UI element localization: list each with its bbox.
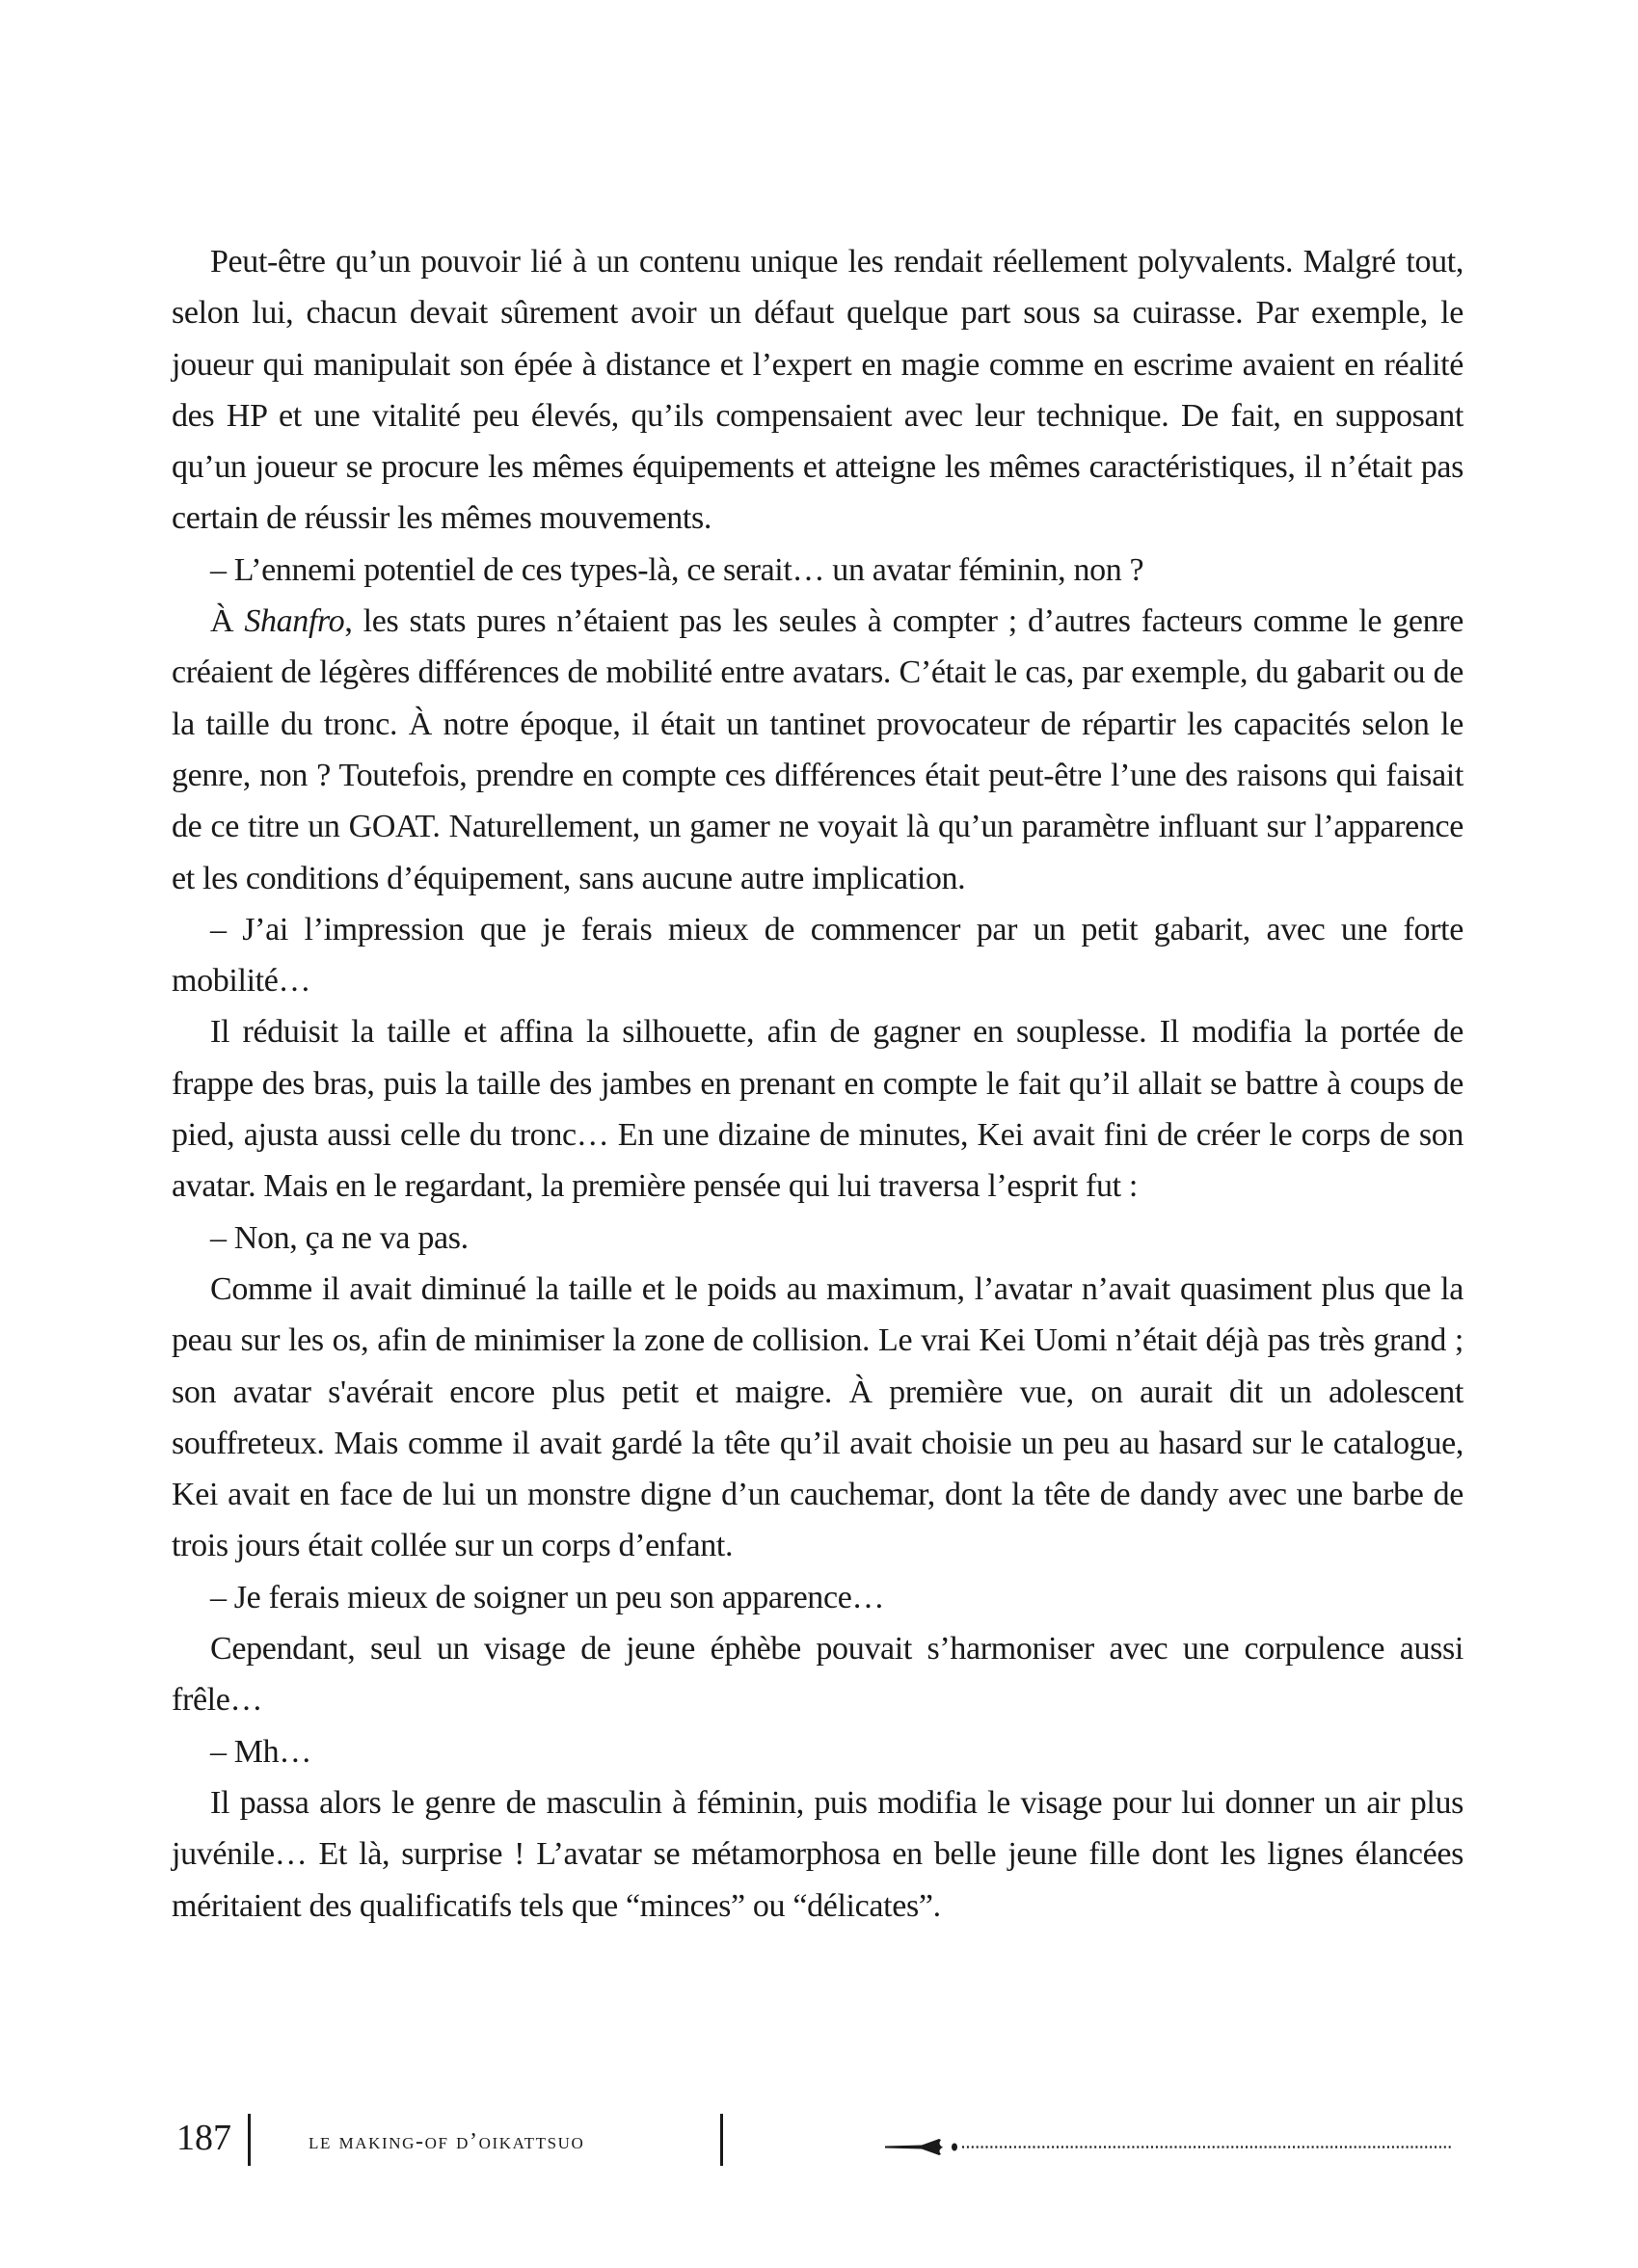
dialogue-line: – Non, ça ne va pas. (210, 1219, 469, 1256)
arrow-left-dotted-rule-icon (883, 2136, 1462, 2159)
dialogue-line: – Je ferais mieux de soigner un peu son apparence… (210, 1579, 885, 1615)
paragraph (172, 596, 1463, 904)
paragraph: Cependant, seul un visage de jeune éphèbe pouvait s’harmoniser avec une corpulence aussi frêle… (172, 1631, 1463, 1719)
paragraph: Peut-être qu’un pouvoir lié à un contenu unique les rendait réellement polyvalents. Malgré tout, selon lui, chacun devait sûrement avoir un défaut quelque part sous sa cuirasse. Par exemple, le joueur qui manipulait son épée à distance et l’expert en magie comme en escrime avaient en réalité des HP et une vitalité peu élevés, qu’ils compensaient avec leur technique. De fait, en supposant qu’un joueur se procure les mêmes équipements et atteigne les mêmes caractéristiques, il n’était pas certain de réussir les mêmes mouvements. (172, 244, 1463, 537)
paragraph-lead: À (210, 603, 245, 640)
dialogue-line: – J’ai l’impression que je ferais mieux de commencer par un petit gabarit, avec une forte mobilité… (172, 911, 1463, 1000)
game-title-italic: Shanfro (244, 603, 345, 640)
body-text (172, 236, 1463, 1932)
page-number: 187 (176, 2118, 231, 2158)
dialogue-line: – L’ennemi potentiel de ces types-là, ce serait… un avatar féminin, non ? (210, 551, 1144, 588)
dialogue-line: – Mh… (210, 1733, 311, 1770)
running-title: le making-of d’oikattsuo (309, 2129, 585, 2154)
page-footer (0, 2111, 1638, 2178)
footer-divider (720, 2114, 723, 2166)
paragraph: Il réduisit la taille et affina la silhouette, afin de gagner en souplesse. Il modifia la portée de frappe des bras, puis la taille des jambes en prenant en compte le fait qu’il allait se battre à coups de pied, ajusta aussi celle du tronc… En une dizaine de minutes, Kei avait fini de créer le corps de son avatar. Mais en le regardant, la première pensée qui lui traversa l’esprit fut : (172, 1014, 1463, 1205)
paragraph-rest: , les stats pures n’étaient pas les seules à compter ; d’autres facteurs comme le genre créaient de légères différences de mobilité entre avatars. C’était le cas, par exemple, du gabarit ou de la taille du tronc. À notre époque, il était un tantinet provocateur de répartir les capacités selon le genre, non ? Toutefois, prendre en compte ces différences était peut-être l’une des raisons qui faisait de ce titre un GOAT. Naturellement, un gamer ne voyait là qu’un paramètre influant sur l’apparence et les conditions d’équipement, sans aucune autre implication. (172, 603, 1463, 896)
paragraph: Il passa alors le genre de masculin à féminin, puis modifia le visage pour lui donner un air plus juvénile… Et là, surprise ! L’avatar se métamorphosa en belle jeune fille dont les lignes élancées méritaient des qualificatifs tels que “minces” ou “délicates”. (172, 1784, 1463, 1924)
footer-divider (248, 2114, 251, 2166)
paragraph: Comme il avait diminué la taille et le poids au maximum, l’avatar n’avait quasiment plus que la peau sur les os, afin de minimiser la zone de collision. Le vrai Kei Uomi n’était déjà pas très grand ; son avatar s'avérait encore plus petit et maigre. À première vue, on aurait dit un adolescent souffreteux. Mais comme il avait gardé la tête qu’il avait choisie un peu au hasard sur le catalogue, Kei avait en face de lui un monstre digne d’un cauchemar, dont la tête de dandy avec une barbe de trois jours était collée sur un corps d’enfant. (172, 1270, 1463, 1564)
